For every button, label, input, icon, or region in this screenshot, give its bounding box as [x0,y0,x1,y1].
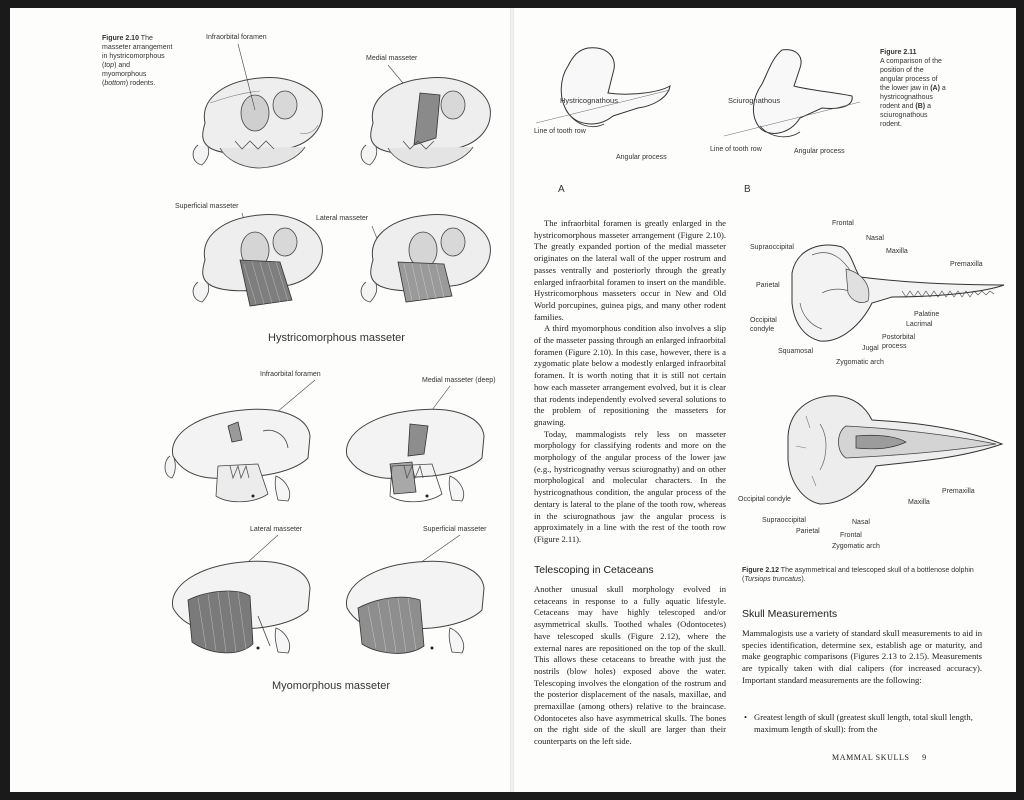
label-tooth-row-a: Line of tooth row [534,128,586,135]
dolphin-bottom-label-premaxilla: Premaxilla [942,488,975,495]
dolphin-bottom-label-frontal: Frontal [840,532,862,539]
figure-2-10-caption: Figure 2.10 The masseter arrangement in hystricomorphous (top) and myomorphous (bottom) rodents. [102,35,173,87]
dolphin-bottom-label-zygomatic: Zygomatic arch [832,543,880,550]
label-infraorbital-foramen-top: Infraorbital foramen [206,34,267,41]
myo-skull-infraorbital [158,396,323,516]
right-page [514,8,1016,792]
dolphin-label-frontal: Frontal [832,220,854,227]
dolphin-bottom-label-occipital-condyle: Occipital condyle [738,496,791,503]
label-lateral-masseter-myo: Lateral masseter [250,526,303,533]
heading-telescoping: Telescoping in Cetaceans [534,564,654,576]
left-page [10,8,510,792]
skull-measurements-paragraph: Mammalogists use a variety of standard skull measurements to aid in species identification, determine sex, establish age or maturity, and make geographic comparisons (Figures 2.13 to 2.15). Measurements are typically taken with dial calipers (for increased accuracy). Important standard measurements are the following: [742,628,982,685]
label-superficial-masseter-myo: Superficial masseter [423,526,487,533]
label-tooth-row-b: Line of tooth row [710,146,762,153]
figure-number: Figure 2.10 [102,35,139,42]
paragraph-2: A third myomorphous condition also involves a slip of the masseter passing through an enlarged infraorbital foramen (Figure 2.10). In this case, however, there is a zygomatic plate below a modestly enlarged infraorbital foramen. It is worth noting that it is still not certain how each masseter arrangement evolved, but it is clear that rodents independently evolved several solutions to the problem of repositioning the masseters for gnawing. [534,323,726,427]
dolphin-label-palatine: Palatine [914,311,940,318]
dolphin-label-nasal: Nasal [866,235,884,242]
figure-letter-b: B [744,184,751,195]
bullet-dot: • [744,712,748,722]
running-head: MAMMAL SKULLS 9 [832,753,927,762]
bullet-greatest-length: • Greatest length of skull (greatest skull length, total skull length, maximum length of skull): from the [744,712,973,734]
label-medial-masseter-deep: Medial masseter (deep) [422,377,496,384]
dolphin-label-jugal: Jugal [862,345,879,352]
dolphin-skull-dorsal [776,386,1006,516]
telescoping-paragraph: Another unusual skull morphology evolved in cetaceans in response to a fully aquatic lifestyle. Cetaceans may have highly telescoped and/or asymmetrical skulls. Toothed whales (Odontocetes) have telescoped skulls (Figure 2.12), where the external nares are repositioned on the top of the skull. This allows these cetaceans to breathe with just the nostrils (blow holes) exposed above the water. Telescoping involves the elongation of the rostrum and the posterior displacement of the nasals, maxillae, and premaxillae (among others) relative to the braincase. Odontocetes also have asymmetrical skulls. The bones on the right side of the skull are larger than their counterparts on the left side. [534,584,726,747]
label-lateral-masseter-top: Lateral masseter [316,215,369,222]
label-sciurognathous: Sciurognathous [728,96,781,105]
label-hystricognathous: Hystricognathous [560,96,618,105]
myomorphous-title: Myomorphous masseter [272,680,390,692]
figure-2-12-caption: Figure 2.12 The asymmetrical and telescoped skull of a bottlenose dolphin (Tursiops truncatus). [742,567,974,583]
label-superficial-masseter-top: Superficial masseter [175,203,239,210]
hystrico-skull-lateral-masseter [348,200,498,320]
dolphin-bottom-label-parietal: Parietal [796,528,820,535]
dolphin-label-parietal: Parietal [756,282,780,289]
dolphin-label-supraoccipital: Supraoccipital [750,244,794,251]
page-number: 9 [922,753,927,762]
dolphin-label-lacrimal: Lacrimal [906,321,933,328]
myo-skull-superficial [332,548,497,668]
dolphin-label-maxilla: Maxilla [886,248,908,255]
dolphin-bottom-label-nasal: Nasal [852,519,870,526]
dolphin-bottom-label-supraoccipital: Supraoccipital [762,517,806,524]
dolphin-label-zygomatic: Zygomatic arch [836,359,884,366]
hystrico-skull-medial-masseter [348,63,498,183]
dolphin-label-squamosal: Squamosal [778,348,814,355]
heading-skull-measurements: Skull Measurements [742,608,838,620]
figure-letter-a: A [558,184,565,195]
label-medial-masseter: Medial masseter [366,55,418,62]
label-infraorbital-foramen-myo: Infraorbital foramen [260,371,321,378]
myo-skull-medial-deep [332,396,497,516]
paragraph-1: The infraorbital foramen is greatly enlarged in the hystricomorphous masseter arrangement (Figure 2.10). The greatly expanded portion of the medial masseter originates on the lateral wall of the upper rostrum and passes ventrally and posteriorly through the greatly enlarged infraorbital foramen to insert on the mandible. Hystricomorphous masseters occur in New and Old World porcupines, guinea pigs, and many other rodent families. [534,218,726,322]
dolphin-label-postorbital: Postorbital process [882,334,916,350]
dolphin-label-occipital-condyle: Occipital condyle [750,317,777,333]
myo-skull-lateral [158,548,323,668]
hystrico-skull-superficial-masseter [180,200,330,320]
label-angular-process-b: Angular process [794,148,845,155]
paragraph-3: Today, mammalogists rely less on masseter morphology for classifying rodents and more on the morphology of the angular process of the lower jaw (e.g., hystricognathy versus sciurognathy) and on other morphological and molecular characters. In the hystricognathous condition, the angular process of the dentary is lateral to the plane of the tooth row, whereas in the sciurognathous jaw the angular process is approximately in a line with the rest of the tooth row (Figure 2.11). [534,428,726,544]
body-column-main [534,218,726,546]
label-angular-process-a: Angular process [616,154,667,161]
dolphin-bottom-label-maxilla: Maxilla [908,499,930,506]
figure-2-11-caption: Figure 2.11 A comparison of the position of the angular process of the lower jaw in (A) a hystricognathous rodent and (B) a sciurognathous rodent. [880,49,946,128]
dolphin-label-premaxilla: Premaxilla [950,261,983,268]
hystricomorphous-title: Hystricomorphous masseter [268,332,405,344]
